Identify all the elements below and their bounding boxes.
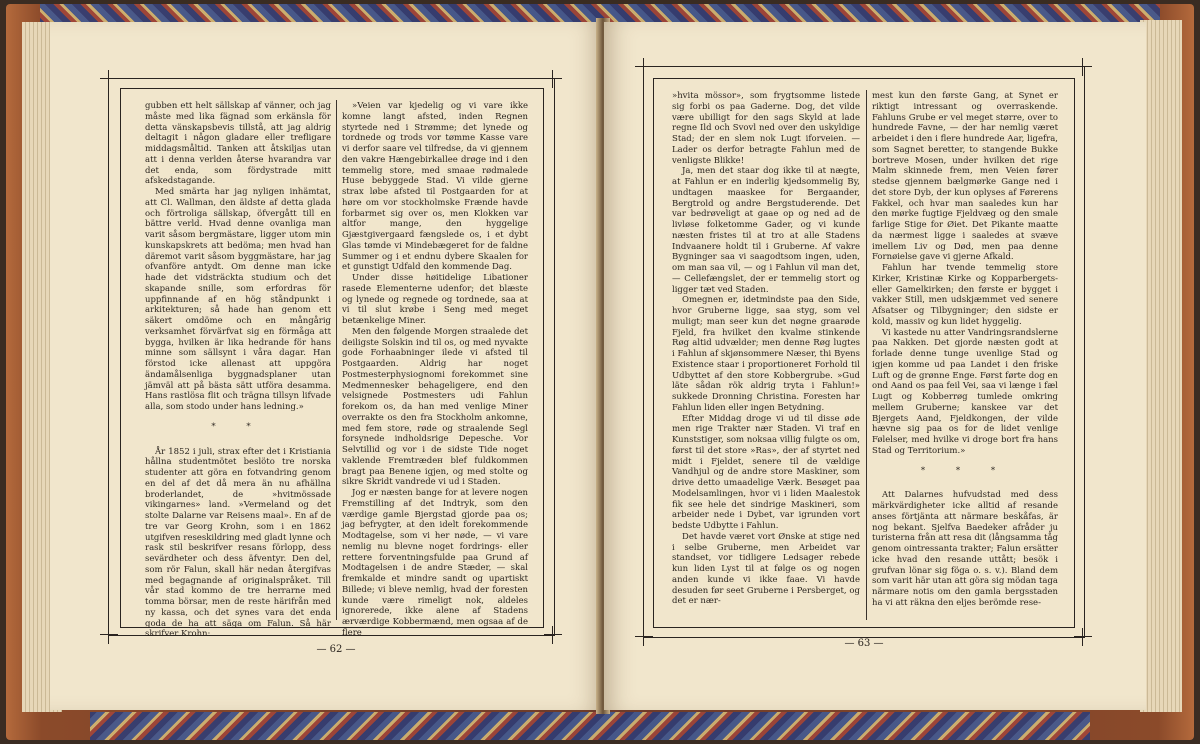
section-stars: * * * <box>920 465 1010 476</box>
paragraph: Jog er næsten bange for at levere nogen Fremstilling af det Indtryk, som den værdige gamle Bjergstad gjorde paa os; jag befrygter, at den idelt forekommende Modtagelse, som vi her nøde, — vi vare nemlig nu blevne noget fordrings- eller rettere forventningsfulde paa Grund af Modtagelsen i de andre Stæder, — skal fremkalde et mindre sandt og upartiskt Billede; vi blevе nemlig, hvad der foresten kunde være rimeligt nok, aldeles ignorerede, ikke alene af Stadens ærværdige Kobbermænd, men ogsaa af de flere <box>342 488 528 638</box>
corner-mark <box>635 628 653 646</box>
paragraph: Omegnen er, idetmindste paa den Side, hvor Gruberne ligge, saa styg, som vel muligt; man seer kun det nøgne graarøde Fjeld, fra hvilket den kvalmе stinkende Røg altid udvælder; men denne Røg lugtes i Fahlun af skjønsommere Næser, thi Byens Existence staar i proportioneret Forhold til Udbyttet af den store Kobbergrube. »Gud läte sådan rök aldrig tryta i Fahlun!» sukkede Dronning Christina. Foresten har Fahlun liden eller ingen Betydning. <box>672 295 860 413</box>
left-page-column-1 <box>145 101 331 640</box>
paragraph: Men den følgende Morgen straalede det deiligste Solskin ind til os, og med nyvakte gode Forhaabninger ilede vi afsted til Postgaarden. Aldrig har noget Postmesterphysiognomi forekommet sine Medmennesker behageligere, end den velsignede Postmesters udi Fahlun forekom os, da han med venlige Miner overrakte os den fra Stockholm ankomne, med fem store, røde og straalende Segl forsynede indholdsrige Depesche. Vor Selvtillid og vor i de sidste Tide noget vaklende Fremtrædeн blef fuldkommen bragt paa Benene igjen, og med stolte og sikre Skridt vandrede vi ud i Staden. <box>342 326 528 488</box>
paragraph: År 1852 i juli, strax efter det i Kristiania hållna studentmötet beslöto tre norska studenter att göra en fotvandring genom en del af det då mera än nu afhällna broderlandet, de »hvitmössade vikingarnes» land. »Vermeland og det stolte Dalarne var Reisens maal». En af de tre var Georg Krohn, som i en 1862 utgifven reseskildring med gladt lynne och rask stil beskrifver resans förlopp, dess sevärdheter och dess äfventyr. Den del, som rör Falun, skall här nedan återgifvas med begagnande af originalspråket. Till vår stad kommo de tre herrarne med tomma börsar, men de reste härifrån med ny kassa, och det synes vara det enda goda de ha att säga om Falun. Så här skrifver Krohn: <box>145 446 331 640</box>
corner-mark <box>1074 628 1092 646</box>
marbled-edge-bottom <box>90 712 1090 740</box>
paragraph: Under disse høitidelige Libationer rasede Elementerne udenfor; det blæste og lynede og regnede og tordnede, saa at vi til slut krøbe i Seng med meget betænkelige Miner. <box>342 273 528 326</box>
page-stack-right <box>1140 20 1182 712</box>
corner-mark <box>100 70 118 88</box>
right-page-column-1 <box>672 91 860 619</box>
paragraph: Efter Middag droge vi ud til disse øde men rige Trakter nær Staden. Vi traf en Kunststiger, som noksaa villig fulgte os om, først til det store »Ras», der af styrtet ned midt i Fjeldet, senere til de vældige Vandhjul og de andre store Maskiner, som drive detto umaadelige Værk. Besøget paa Modelsamlingen, hvor vi i liden Maalestok fik see hele det sindrige Maskineri, som arbeider nede i Dybet, var igrunden vort bedste Udbytte i Fahlun. <box>672 413 860 531</box>
column-rule <box>336 100 337 620</box>
corner-mark <box>544 70 562 88</box>
paragraph: Fahlun har tvende temmelig store Kirker, Kristinæ Kirke og Kopparbergets-eller Gamelkirken; den første er bygget i vakker Still, men udskjæmmet ved senere Afsatser og Tilbygninger; den sidste er kold, massiv og kun lidet hyggelig. <box>872 263 1058 327</box>
paragraph: mest kun den første Gang, at Synet er riktigt intressant og overraskende. Fahluns Grube er vel meget større, over to hundrede Favne, — der har nemlig været arbeidet i den i flere hundrede Aar, ligefra, som Sagnet beretter, to stangende Bukke bortreve Mosen, under hvilken det rige Malm skinnede frem, men Veien fører stedse gjennem bælgmørke Gange ned i det store Dyb, der kun oplyses af Førerens Fakkel, och hvar man saaledes kun har den mørke fugtige Fjeldvæg og den smale farlige Stige for Øiet. Det Pikante maatte da nærmest ligge i saaledes at svæve imellem Liv og Død, men paa denne Fornøielse gave vi gjerne Afkald. <box>872 91 1058 263</box>
page-number: — 63 — <box>844 638 884 649</box>
corner-mark <box>100 626 118 644</box>
corner-mark <box>1074 58 1092 76</box>
right-page-column-2 <box>872 91 1058 619</box>
paragraph: Ja, men det staar dog ikke til at nægte, at Fahlun er en inderlig kjedsommelig By, undtagen maaskee for Bergaander, Bergtrold og andre Bergstuderende. Det var bedrøveligt at gaae op og ned ad de livløse folketomme Gader, og vi kunde næsten fristes til at tro at alle Stadens Indvaanere holdt til i Gruberne. Af vakre Bygninger saa vi saagodtsom ingen, uden, om man saa vil, — og i Fahlun vil man det, — Cellefængslet, der er temmelig stort og ligger tæt ved Staden. <box>672 166 860 295</box>
corner-mark <box>635 58 653 76</box>
page-number: — 62 — <box>316 644 356 655</box>
paragraph: Vi kastede nu atter Vandringsrandslerne paa Nakken. Det gjorde næsten godt at forlade denne tunge uvenlige Stad og igjen komme ud paa Landet i den friske Luft og de grønne Enge. Først førte dog en ond Aand os paa feil Vei, saa vi længe i fæl Lugt og Kobberrøg tumlede omkring mellem Gruberne; kanskee var det Bjergets Aand, Fjeldkongen, der vilde hævne sig paa os for de lidet venlige Følelser, med hvilke vi droge bort fra hans Stad og Territorium.» <box>872 327 1058 456</box>
paragraph: Att Dalarnes hufvudstad med dess märkvärdigheter icke alltid af resande anses förtjänta att närmare beskåfas, är nog bekant. Sjelfva Baedeker afråder ju turisterna från att resa dit (långsamma tåg genom ointressanta trakter; Falun ersätter icke hvad den resande uttått; besök i grufvan lönar sig föga o. s. v.). Bland dem som varit här utan att göra sig mödan taga närmare notis om den gamla bergsstaden ha vi att räkna den eljes berömde rese- <box>872 490 1058 608</box>
paragraph: »hvita mössor», som frygtsomme listede sig forbi os paa Gaderne. Dog, det vilde være ubilligt for den sags Skyld at lade regne Ild och Svovl ned over den uskyldige Stad; der en slem nok Lugt iforveien. — Lader os derfor betragte Fahlun med de venligste Blikke! <box>672 91 860 166</box>
column-rule <box>866 90 867 620</box>
left-page-column-2 <box>342 101 528 638</box>
paragraph: »Veien var kjedelig og vi vare ikke komne langt afsted, inden Regnen styrtede ned i Strømme; det lynede og tordnede og trods vor tømme Kasse vare vi derfor saare vel tilfredse, da vi gjennem den vakre Hængebirkallee drøge ind i den temmelig store, med smaae rødmalede Huse bebyggede Stad. Vi vilde gjerne strax løbe afsted til Postgaarden for at høre om vor stockholmske Frænde havde forbarmet sig over os, men Klokken var altfor mange, den hyggelige Gjæstgivergaard fængslede os, i et dybt Glas tømde vi Mindebægeret for de faldne Summer og i et endnu dybere Skaalen for et gunstigt Udfald den kommende Dag. <box>342 101 528 273</box>
paragraph: Med smärta har jag nyligen inhämtat, att Cl. Wallman, den äldste af detta glada och förtroliga sällskap, öfvergått till en bättre verld. Hvad denne ovanliga man varit såsom bergmästare, ligger utom min kunskapskrets att bedöma; men hvad han däremot varit såsom byggmästare, har jag ofvanföre antydt. Om denne man icke hade det vidsträckta studium och det skapande snille, som erfordras för uppfinnande af en hög ståndpunkt i arkitekturen; så hade han genom ett säkert omdöme och en mångårig verksamhet förvärfvat sig en förmåga att bygga, hvilken är lika hedrande för hans minne som sällsynt i våra dagar. Han förstod icke allenast att uppgöra ändamålsenliga byggnadsplaner utan jämväl att på bästa sätt utföra desamma. Hans rastlösa flit och trägna tillsyn lifvade alla, som stodo under hans ledning.» <box>145 187 331 412</box>
paragraph: gubben ett helt sällskap af vänner, och jag måste med lika fägnad som erkänsla för detta vänskapsbevis tillstå, att jag aldrig deltagit i någon gladare eller trefligare middagsmåltid. Tanken att åtskiljas utan att i denna verlden återse hvarandra var det enda, som fördystrade mitt afskedstagande. <box>145 101 331 187</box>
paragraph: Det havde været vort Ønske at stige ned i selbe Gruberne, men Arbeidet var standset, vor tidligere Ledsager rebede kun liden Lyst til at følge os og nogen anden kunde vi ikke faae. Vi havde desuden før seet Gruberne i Persberget, og det er nær- <box>672 531 860 607</box>
section-stars: * * <box>211 421 265 432</box>
corner-mark <box>544 626 562 644</box>
